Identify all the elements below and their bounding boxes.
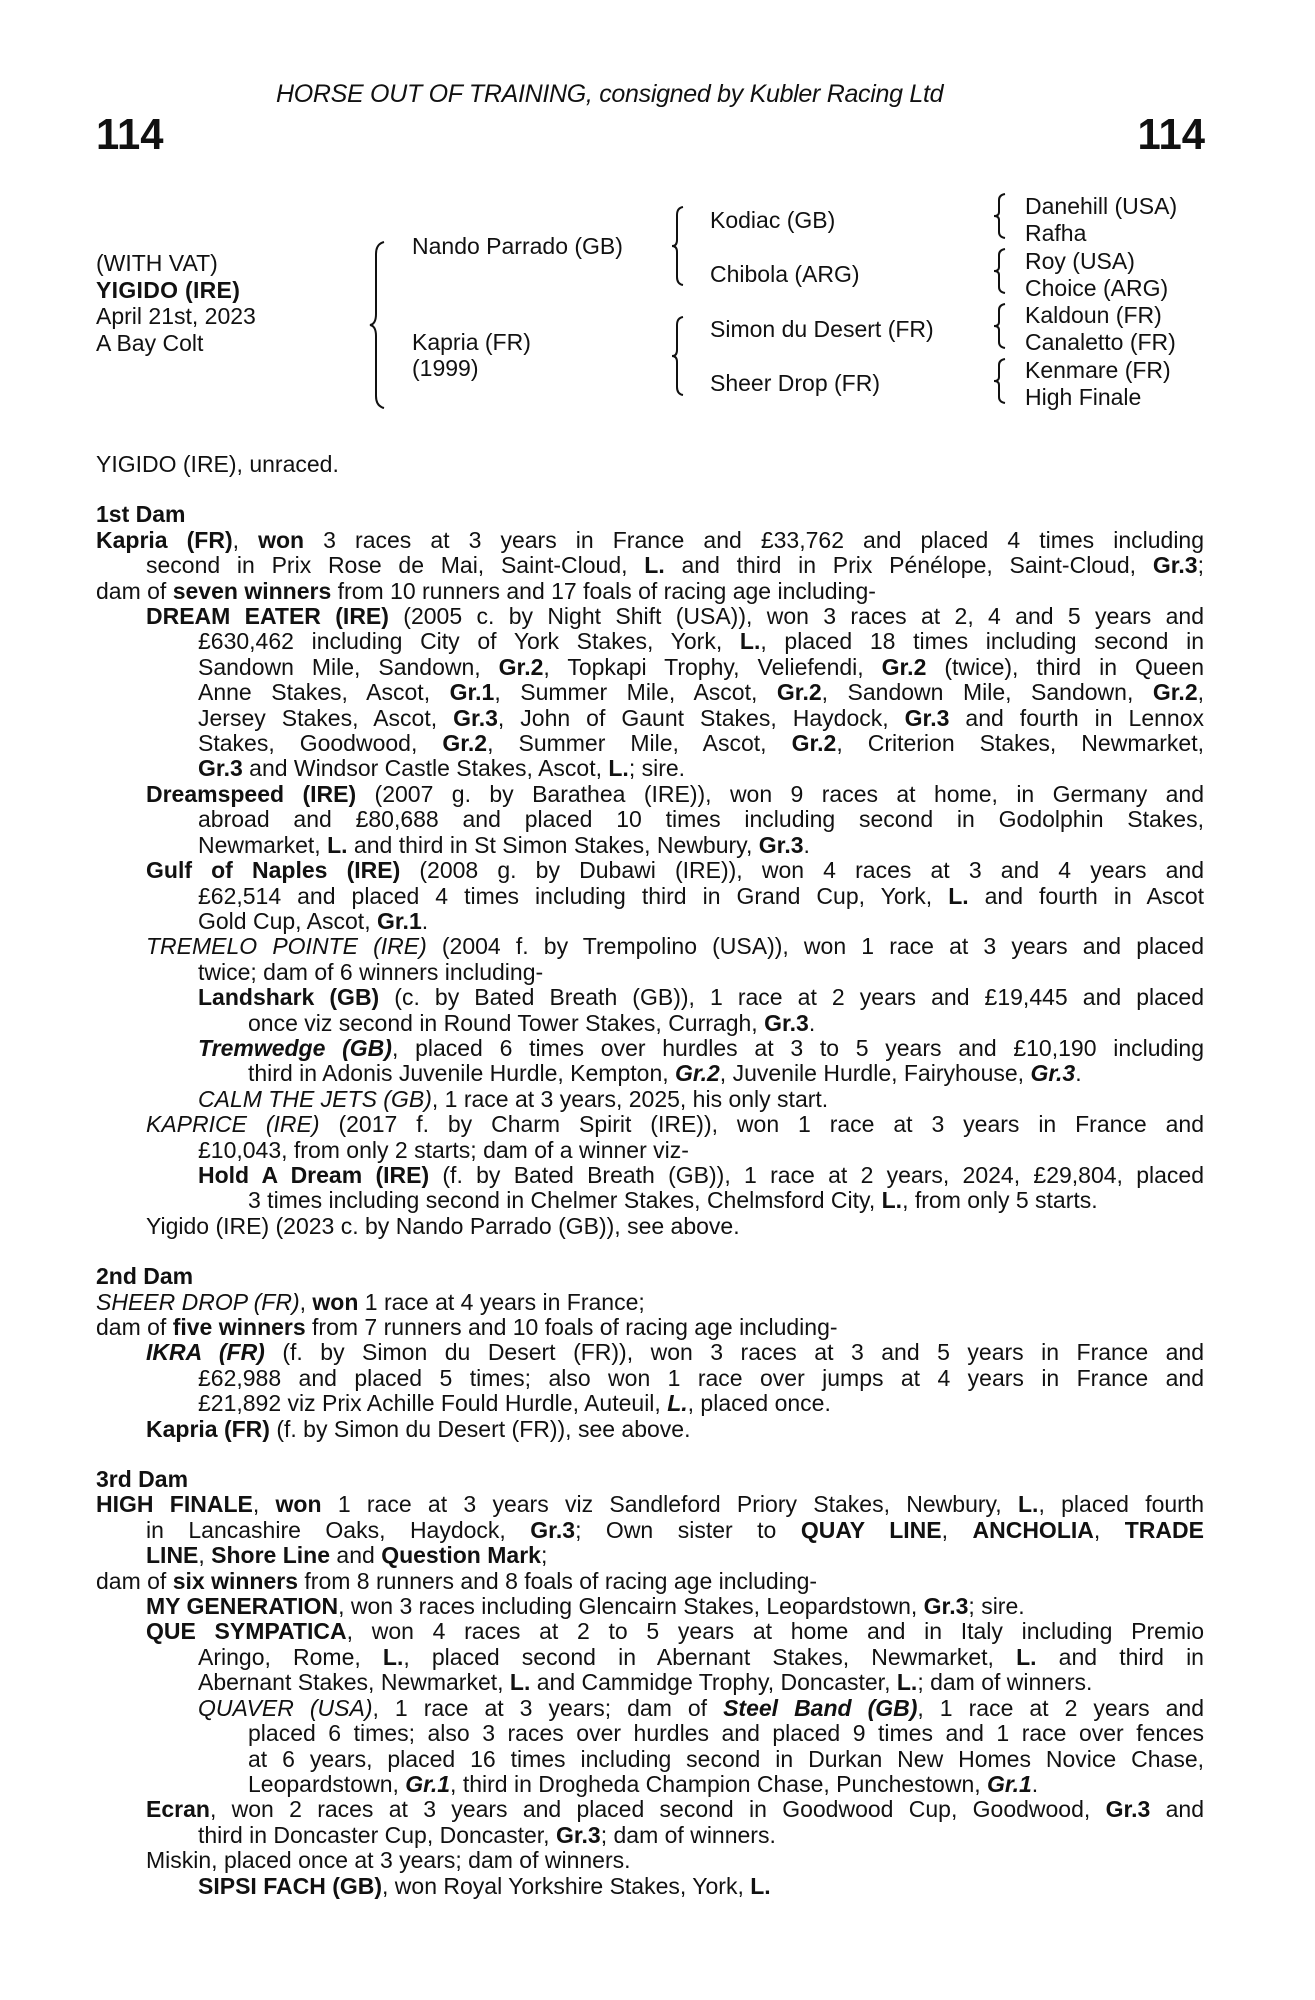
text-run: ; dam of winners. [600,1821,776,1848]
produce-entry-line [96,1011,1204,1036]
text-run: (f. by Simon du Desert (FR)), see above. [269,1415,691,1442]
text-run: . [1031,1770,1039,1797]
text-run: from 7 runners and 10 foals of racing age including- [305,1314,838,1340]
text-run: Anne Stakes, Ascot, [198,679,450,706]
produce-entry-line [96,1391,1204,1416]
emphasis-run: L. [896,1669,918,1696]
text-run: , Criterion Stakes, Newmarket, [836,730,1205,757]
text-run: . [803,831,810,858]
grandproduce-entry-quaver [96,1696,1204,1721]
produce-entry-ikra [96,1340,1204,1365]
text-run: , 1 race at 2 years and [917,1694,1205,1721]
pedigree-sire-sire: Kodiac (GB) [710,207,836,233]
produce-entry-my-generation [96,1594,1204,1619]
text-run: from 8 runners and 8 foals of racing age including- [298,1567,818,1594]
text-run: ; dam of winners. [917,1669,1093,1696]
emphasis-run: L. [739,628,761,655]
text-run: and [1150,1796,1205,1823]
text-run: , Summer Mile, Ascot, [487,730,792,757]
lot-number-left: 114 [96,110,164,159]
pedigree-gg-0: Danehill (USA) [1025,193,1178,219]
text-run: (twice), third in Queen [926,653,1205,680]
produce-entry-line [96,1645,1204,1670]
text-run: , [198,1542,212,1569]
emphasis-run: Gr.3 [1030,1060,1076,1087]
pedigree-dam-year: (1999) [412,355,479,381]
dam-entry-line [96,528,1204,553]
text-run: Abernant Stakes, Newmarket, [198,1669,510,1696]
emphasis-run: L. [667,1390,688,1417]
emphasis-run: Shore Line [211,1542,331,1569]
text-run: , [1093,1516,1125,1543]
emphasis-run: Hold A Dream (IRE) [198,1161,430,1188]
emphasis-run: Gr.1 [376,907,422,934]
horse-vat-note: (WITH VAT) [96,250,218,276]
produce-entry-line [96,1138,1204,1163]
emphasis-run: Gr.3 [764,1009,809,1036]
text-run: , third in Drogheda Champion Chase, Punchestown, [450,1770,988,1797]
pedigree-dam-dam: Sheer Drop (FR) [710,370,880,396]
text-run: , [232,526,259,553]
produce-entry-line [96,1772,1204,1797]
text-run: and third in Prix Pénélope, Saint-Cloud, [664,552,1153,579]
text-run: Stakes, Goodwood, [198,730,443,757]
produce-entry-line [96,1747,1204,1772]
text-run: , won 2 races at 3 years and placed second in Goodwood Cup, Goodwood, [209,1796,1106,1823]
text-run: (2004 f. by Trempolino (USA)), won 1 race at 3 years and placed [426,933,1204,960]
text-run: abroad and £80,688 and placed 10 times including second in Godolphin Stakes, [198,806,1204,833]
emphasis-run: Gr.3 [555,1821,601,1848]
text-run: , won Royal Yorkshire Stakes, York, [382,1872,751,1899]
text-run: dam of [96,577,173,604]
emphasis-run: SIPSI FACH (GB) [198,1872,383,1899]
grandproduce-entry-hold-a-dream [96,1163,1204,1188]
emphasis-run: L. [948,882,969,909]
produce-entry-line [96,807,1204,832]
emphasis-run: won [312,1288,359,1315]
emphasis-run: Gr.2 [776,679,822,706]
pedigree-gg-2: Roy (USA) [1025,248,1135,274]
first-dam-heading: 1st Dam [96,501,186,528]
text-run: , 1 race at 3 years, 2025, his only start. [431,1085,829,1112]
produce-entry-que-sympatica [96,1619,1204,1644]
third-dam-heading: 3rd Dam [96,1466,189,1493]
emphasis-run: Gr.2 [791,730,837,757]
text-run: (2007 g. by Barathea (IRE)), won 9 races at home, in Germany and [356,780,1204,807]
emphasis-run: Gr.3 [198,755,243,782]
text-run: third in Adonis Juvenile Hurdle, Kempton, [248,1060,676,1087]
emphasis-run: MY GENERATION [146,1593,339,1620]
emphasis-run: Gr.3 [453,704,498,731]
text-run: and third in St Simon Stakes, Newbury, [347,831,759,858]
produce-entry-line [96,909,1204,934]
produce-entry-line [96,960,1204,985]
pedigree-dam-sire: Simon du Desert (FR) [710,316,934,342]
produce-entry-line [96,655,1204,680]
emphasis-run: L. [1018,1491,1039,1518]
text-run: and Cammidge Trophy, Doncaster, [530,1669,897,1696]
emphasis-run: Kapria (FR) [146,1415,270,1442]
text-run: . [808,1009,816,1036]
text-run: Leopardstown, [248,1770,406,1797]
dam-entry-line [96,1543,1204,1568]
text-run: Gold Cup, Ascot, [198,907,377,934]
text-run: , John of Gaunt Stakes, Haydock, [497,704,905,731]
emphasis-run: Gr.3 [904,704,950,731]
produce-entry-line [96,1061,1204,1086]
emphasis-run: IKRA (FR) [146,1339,265,1366]
italic-run: CALM THE JETS (GB) [198,1085,432,1112]
pedigree-dam: Kapria (FR) [412,329,531,355]
produce-entry-tremelo-pointe [96,934,1204,959]
emphasis-run: Gr.2 [881,653,927,680]
race-record: YIGIDO (IRE), unraced. [96,451,339,477]
produce-entry-line [96,756,1204,781]
emphasis-run: won [258,526,305,553]
produce-entry-gulf-of-naples [96,858,1204,883]
text-run: ; sire. [628,755,686,782]
text-run: , placed fourth [1038,1491,1205,1518]
text-run: ; sire. [968,1593,1025,1620]
produce-entry-line [96,1366,1204,1391]
dam-entry-line [96,1492,1204,1517]
pedigree-gg-6: Kenmare (FR) [1025,357,1171,383]
emphasis-run: L. [608,755,629,782]
emphasis-run: seven winners [172,577,332,604]
page-header-title: HORSE OUT OF TRAINING, consigned by Kubler Racing Ltd [276,80,944,108]
italic-run: SHEER DROP (FR) [96,1288,300,1315]
text-run: (f. by Bated Breath (GB)), 1 race at 2 years, 2024, £29,804, placed [429,1161,1204,1188]
text-run: dam of [96,1314,173,1340]
emphasis-run: Steel Band (GB) [723,1694,918,1721]
emphasis-run: Gr.2 [442,730,488,757]
grandproduce-entry-tremwedge [96,1036,1204,1061]
text-run: , Sandown Mile, Sandown, [821,679,1153,706]
text-run: (2017 f. by Charm Spirit (IRE)), won 1 race at 3 years in France and [319,1111,1204,1138]
text-run: £10,043, from only 2 starts; dam of a winner viz- [198,1136,689,1163]
text-run: and [330,1542,382,1569]
text-run: second in Prix Rose de Mai, Saint-Cloud, [146,552,645,579]
emphasis-run: Gr.1 [987,1770,1032,1797]
pedigree-sire-dam: Chibola (ARG) [710,261,860,287]
italic-run: KAPRICE (IRE) [146,1111,320,1138]
italic-run: TREMELO POINTE (IRE) [146,933,427,960]
grandproduce-entry-landshark [96,985,1204,1010]
text-run: (2008 g. by Dubawi (IRE)), won 4 races at 3 and 4 years and [400,857,1205,884]
emphasis-run: DREAM EATER (IRE) [146,603,389,630]
text-run: , placed 18 times including second in [760,628,1204,655]
text-run: 1 race at 4 years in France; [358,1288,645,1315]
text-run: Newmarket, [198,831,328,858]
text-run: £630,462 including City of York Stakes, York, [198,628,740,655]
emphasis-run: five winners [172,1314,306,1340]
text-run: Miskin, placed once at 3 years; dam of winners. [146,1847,631,1874]
produce-entry-line [96,706,1204,731]
text-run: Jersey Stakes, Ascot, [198,704,454,731]
catalogue-body [96,452,1204,1899]
emphasis-run: six winners [172,1567,298,1594]
produce-entry-line [96,1823,1204,1848]
emphasis-run: QUE SYMPATICA [146,1618,347,1645]
text-run: , [299,1288,313,1315]
emphasis-run: Gr.3 [1152,552,1198,579]
text-run: Aringo, Rome, [198,1643,383,1670]
pedigree-gg-3: Choice (ARG) [1025,275,1169,301]
text-run: placed 6 times; also 3 races over hurdles and placed 9 times and 1 race over fences [248,1720,1204,1747]
text-run: £21,892 viz Prix Achille Fould Hurdle, Auteuil, [198,1390,668,1417]
text-run: , placed once. [687,1390,831,1417]
horse-name-text: YIGIDO (IRE) [96,277,241,303]
emphasis-run: Gr.2 [675,1060,720,1087]
text-run: , [252,1491,276,1518]
text-run: and fourth in Lennox [949,704,1204,731]
emphasis-run: LINE [146,1542,199,1569]
emphasis-run: QUAY LINE [800,1516,942,1543]
emphasis-run: HIGH FINALE [96,1491,253,1518]
emphasis-run: Gr.3 [1105,1796,1151,1823]
text-run: . [1075,1060,1082,1087]
emphasis-run: Gr.1 [405,1770,451,1797]
lot-number-right: 114 [1137,110,1205,159]
produce-entry-line [96,1721,1204,1746]
pedigree-gg-1: Rafha [1025,220,1087,246]
emphasis-run: L. [644,552,665,579]
emphasis-run: Gulf of Naples (IRE) [146,857,401,884]
pedigree-sire: Nando Parrado (GB) [412,233,623,259]
text-run: £62,988 and placed 5 times; also won 1 race over jumps at 4 years in France and [198,1364,1204,1391]
dam-entry-line [96,1518,1204,1543]
horse-description: A Bay Colt [96,330,204,356]
emphasis-run: Ecran [146,1796,210,1823]
produce-entry-kapria [96,1417,1204,1442]
text-run: , Summer Mile, Ascot, [494,679,777,706]
text-run: , won 4 races at 2 to 5 years at home and in Italy including Premio [346,1618,1204,1645]
produce-entry-yigido [96,1214,1204,1239]
text-run: and fourth in Ascot [968,882,1205,909]
emphasis-run: Landshark (GB) [198,984,380,1011]
produce-entry-line [96,629,1204,654]
text-run: in Lancashire Oaks, Haydock, [146,1516,531,1543]
emphasis-run: L. [750,1872,771,1899]
grandproduce-entry-calm-the-jets [96,1087,1204,1112]
text-run: from 10 runners and 17 foals of racing age including- [331,577,876,604]
text-run: . [421,907,429,934]
produce-entry-line [96,680,1204,705]
text-run: twice; dam of 6 winners including- [198,958,544,985]
dam-entry-line [96,553,1204,578]
emphasis-run: Kapria (FR) [96,526,233,553]
emphasis-run: Gr.3 [530,1516,576,1543]
emphasis-run: Gr.1 [449,679,495,706]
text-run: (f. by Simon du Desert (FR)), won 3 races at 3 and 5 years in France and [264,1339,1205,1366]
produce-entry-miskin [96,1848,1204,1873]
text-run: ; Own sister to [575,1516,801,1543]
text-run: 3 races at 3 years in France and £33,762 and placed 4 times including [304,526,1205,553]
pedigree-gg-7: High Finale [1025,384,1142,410]
produce-entry-line [96,1188,1204,1213]
produce-entry-dream-eater [96,604,1204,629]
pedigree-brace-gen1 [368,240,390,410]
emphasis-run: Question Mark [381,1542,541,1569]
emphasis-run: Gr.3 [923,1593,969,1620]
text-run: , won 3 races including Glencairn Stakes, Leopardstown, [338,1593,924,1620]
emphasis-run: TRADE [1124,1516,1204,1543]
produce-entry-line [96,884,1204,909]
produce-entry-dreamspeed [96,782,1204,807]
pedigree-brace-gg1 [992,192,1008,240]
horse-foaling-date: April 21st, 2023 [96,303,256,329]
text-run: once viz second in Round Tower Stakes, Curragh, [248,1009,765,1036]
dam-produce-summary [96,579,1204,604]
pedigree-brace-gg2 [992,247,1008,295]
emphasis-run: L. [382,1643,404,1670]
text-run: third in Doncaster Cup, Doncaster, [198,1821,556,1848]
text-run: at 6 years, placed 16 times including second in Durkan New Homes Novice Chase, [248,1745,1204,1772]
produce-entry-line [96,833,1204,858]
produce-entry-kaprice [96,1112,1204,1137]
horse-name [96,277,240,304]
emphasis-run: L. [1016,1643,1037,1670]
text-run: ; [1197,552,1204,579]
text-run: , placed second in Abernant Stakes, Newmarket, [403,1643,1017,1670]
produce-entry-line [96,731,1204,756]
pedigree-gg-4: Kaldoun (FR) [1025,302,1162,328]
text-run: , placed 6 times over hurdles at 3 to 5 years and £10,190 including [391,1034,1204,1061]
dam-produce-summary [96,1315,1204,1340]
pedigree-brace-sire-side [670,205,686,287]
text-run: 1 race at 3 years viz Sandleford Priory Stakes, Newbury, [321,1491,1018,1518]
text-run: , [1197,679,1205,706]
text-run: 3 times including second in Chelmer Stakes, Chelmsford City, [248,1187,882,1214]
text-run: and Windsor Castle Stakes, Ascot, [242,755,609,782]
produce-entry-ecran [96,1797,1204,1822]
emphasis-run: Gr.2 [498,653,544,680]
pedigree-brace-dam-side [670,315,686,397]
pedigree-brace-gg4 [992,357,1008,405]
second-dam-heading: 2nd Dam [96,1263,194,1290]
emphasis-run: L. [327,831,348,858]
pedigree-gg-5: Canaletto (FR) [1025,329,1176,355]
text-run: ; [540,1542,548,1569]
emphasis-run: ANCHOLIA [972,1516,1094,1543]
text-run: and third in [1036,1643,1204,1670]
emphasis-run: Gr.2 [1152,679,1198,706]
italic-run: QUAVER (USA) [198,1694,373,1721]
text-run: (2005 c. by Night Shift (USA)), won 3 races at 2, 4 and 5 years and [388,603,1205,630]
text-run: , from only 5 starts. [902,1187,1098,1214]
text-run: , Juvenile Hurdle, Fairyhouse, [719,1060,1031,1087]
text-run: , 1 race at 3 years; dam of [372,1694,724,1721]
emphasis-run: Gr.3 [758,831,804,858]
text-run: £62,514 and placed 4 times including third in Grand Cup, York, [198,882,949,909]
text-run: Sandown Mile, Sandown, [198,653,499,680]
produce-entry-line [96,1670,1204,1695]
text-run: Yigido (IRE) (2023 c. by Nando Parrado (GB)), see above. [146,1212,740,1239]
emphasis-run: Dreamspeed (IRE) [146,780,357,807]
text-run: , [941,1516,973,1543]
text-run: dam of [96,1567,173,1594]
emphasis-run: L. [881,1187,903,1214]
dam-produce-summary [96,1569,1204,1594]
emphasis-run: L. [509,1669,531,1696]
pedigree-brace-gg3 [992,302,1008,350]
emphasis-run: won [275,1491,322,1518]
text-run: (c. by Bated Breath (GB)), 1 race at 2 years and £19,445 and placed [379,984,1204,1011]
text-run: , Topkapi Trophy, Veliefendi, [543,653,882,680]
emphasis-run: Tremwedge (GB) [198,1034,392,1061]
grandproduce-entry-sipsi-fach [96,1874,1204,1899]
dam-entry-line [96,1290,1204,1315]
